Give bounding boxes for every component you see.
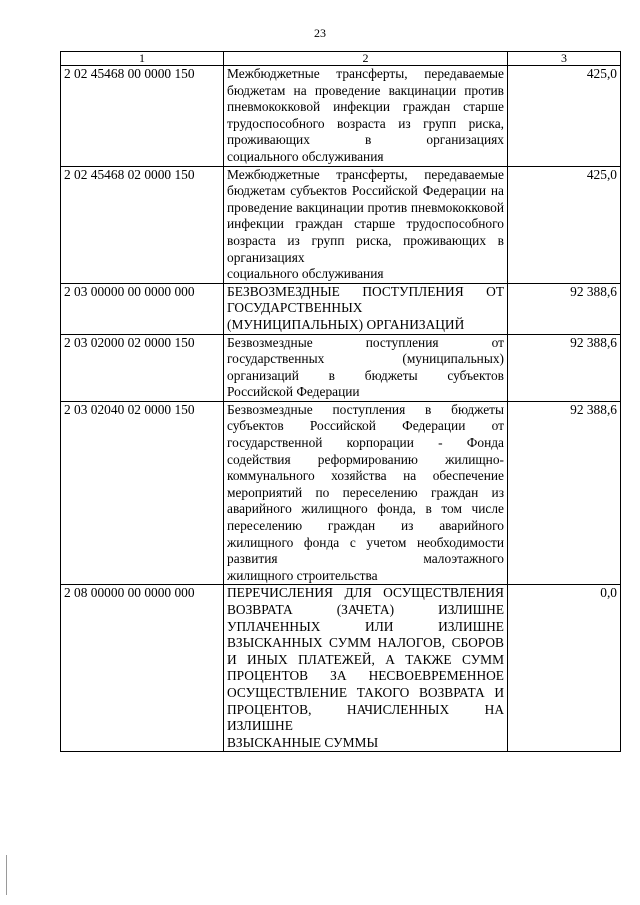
- row-code: 2 03 00000 00 0000 000: [61, 283, 224, 334]
- row-description-text: БЕЗВОЗМЕЗДНЫЕ ПОСТУПЛЕНИЯ ОТ ГОСУДАРСТВЕННЫХ: [227, 283, 504, 316]
- row-code: 2 08 00000 00 0000 000: [61, 585, 224, 752]
- row-amount: 92 388,6: [508, 401, 621, 585]
- table-row: [61, 166, 621, 283]
- header-row: [61, 52, 621, 66]
- row-description-text: Безвозмездные поступления от государственных (муниципальных) организаций в бюджеты субъектов: [227, 334, 504, 383]
- column-header-description: 2: [224, 52, 508, 66]
- row-code: 2 02 45468 02 0000 150: [61, 166, 224, 283]
- row-description: [224, 334, 508, 401]
- row-description-text: Межбюджетные трансферты, передаваемые бюджетам на проведение вакцинации против пневмококковой инфекции граждан старше трудоспособного возраста из групп риска, проживающих в организациях: [227, 66, 504, 148]
- table-header: [61, 52, 621, 66]
- row-amount: 92 388,6: [508, 283, 621, 334]
- row-description: [224, 401, 508, 585]
- row-code: 2 02 45468 00 0000 150: [61, 66, 224, 167]
- table-row: [61, 401, 621, 585]
- page-number: 23: [314, 26, 326, 40]
- row-code: 2 03 02040 02 0000 150: [61, 401, 224, 585]
- row-description-last-line: ВЗЫСКАННЫЕ СУММЫ: [227, 734, 379, 750]
- table-row: [61, 334, 621, 401]
- table-row: [61, 283, 621, 334]
- row-description-text: ПЕРЕЧИСЛЕНИЯ ДЛЯ ОСУЩЕСТВЛЕНИЯ ВОЗВРАТА (ЗАЧЕТА) ИЗЛИШНЕ УПЛАЧЕННЫХ ИЛИ ИЗЛИШНЕ ВЗЫСКАННЫХ СУММ НАЛОГОВ, СБОРОВ И ИНЫХ ПЛАТЕЖЕЙ, А ТАКЖЕ СУММ ПРОЦЕНТОВ ЗА НЕСВОЕВРЕМЕННОЕ ОСУЩЕСТВЛЕНИЕ ТАКОГО ВОЗВРАТА И ПРОЦЕНТОВ, НАЧИСЛЕННЫХ НА ИЗЛИШНЕ: [227, 585, 504, 734]
- scan-margin-mark: [6, 855, 7, 895]
- row-amount: 92 388,6: [508, 334, 621, 401]
- row-description-last-line: жилищного строительства: [227, 567, 378, 583]
- row-description-last-line: Российской Федерации: [227, 384, 360, 400]
- row-amount: 0,0: [508, 585, 621, 752]
- row-description-last-line: социального обслуживания: [227, 266, 384, 282]
- row-description-text: Межбюджетные трансферты, передаваемые бюджетам субъектов Российской Федерации на проведение вакцинации против пневмококковой инфекции граждан старше трудоспособного возраста из групп риска, проживающих в организациях: [227, 166, 504, 265]
- row-description: [224, 166, 508, 283]
- column-header-amount: 3: [508, 52, 621, 66]
- row-amount: 425,0: [508, 166, 621, 283]
- table-row: [61, 66, 621, 167]
- budget-table: [60, 51, 621, 752]
- table-row: [61, 585, 621, 752]
- row-description: [224, 283, 508, 334]
- column-header-code: 1: [61, 52, 224, 66]
- table-body: [61, 66, 621, 752]
- row-amount: 425,0: [508, 66, 621, 167]
- row-description-last-line: (МУНИЦИПАЛЬНЫХ) ОРГАНИЗАЦИЙ: [227, 316, 465, 332]
- row-description: [224, 66, 508, 167]
- row-description: [224, 585, 508, 752]
- row-description-text: Безвозмездные поступления в бюджеты субъектов Российской Федерации от государственной корпорации - Фонда содействия реформированию жилищно-коммунального хозяйства на обеспечение мероприятий по переселению граждан из аварийного жилищного фонда, в том числе переселению граждан из аварийного жилищного фонда с учетом необходимости развития малоэтажного: [227, 401, 504, 567]
- row-description-last-line: социального обслуживания: [227, 148, 384, 164]
- row-code: 2 03 02000 02 0000 150: [61, 334, 224, 401]
